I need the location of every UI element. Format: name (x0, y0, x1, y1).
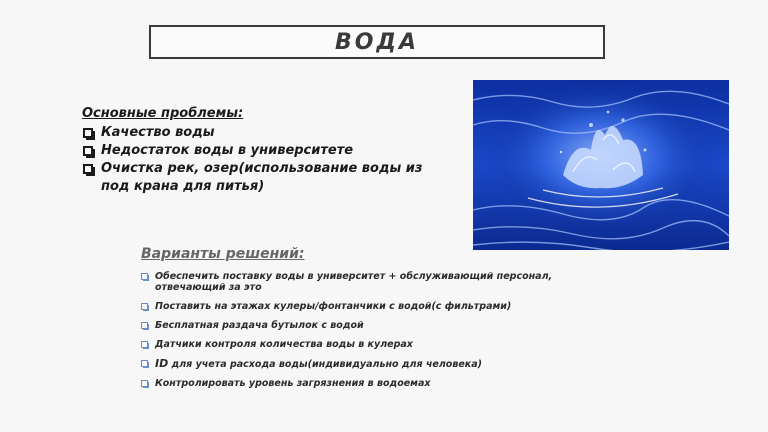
problem-item-text: Качество воды (101, 125, 215, 140)
problem-item (82, 124, 452, 142)
checkbox-bullet-icon (141, 360, 148, 367)
checkbox-bullet-icon (141, 303, 148, 310)
checkbox-bullet-icon (83, 128, 93, 138)
problem-item-text: Недостаток воды в университете (101, 143, 354, 158)
checkbox-bullet-icon (83, 146, 93, 156)
solutions-heading: Варианты решений: (141, 246, 305, 262)
title-box (149, 25, 605, 59)
solution-item-id: ID (155, 357, 169, 370)
solution-item (141, 378, 581, 389)
solution-item (141, 358, 581, 370)
solution-item-text: Обеспечить поставку воды в университет + обслуживающий персонал, отвечающий за это (155, 271, 553, 293)
solution-item (141, 339, 581, 350)
solution-item-text: Контролировать уровень загрязнения в водоемах (155, 378, 431, 389)
solution-item-id-rest: для учета расхода воды(индивидуально для человека) (168, 359, 482, 370)
solution-item (141, 320, 581, 331)
solution-item (141, 271, 581, 293)
problems-section (82, 106, 452, 196)
problem-item-text: Очистка рек, озер(использование воды из под крана для питья) (101, 161, 423, 194)
water-splash-image (473, 80, 729, 250)
solution-item (141, 301, 581, 312)
problem-item (82, 160, 452, 196)
problem-item (82, 142, 452, 160)
solution-item-text: Датчики контроля количества воды в кулерах (155, 339, 413, 350)
solution-item-text: Поставить на этажах кулеры/фонтанчики с водой(с фильтрами) (155, 301, 512, 312)
checkbox-bullet-icon (83, 164, 93, 174)
slide-title: ВОДА (334, 29, 420, 55)
solution-item-text (155, 358, 482, 370)
problems-heading: Основные проблемы: (82, 106, 244, 121)
checkbox-bullet-icon (141, 341, 148, 348)
solution-item-text: Бесплатная раздача бутылок с водой (155, 320, 364, 331)
solutions-section (141, 246, 581, 397)
checkbox-bullet-icon (141, 273, 148, 280)
checkbox-bullet-icon (141, 380, 148, 387)
checkbox-bullet-icon (141, 322, 148, 329)
